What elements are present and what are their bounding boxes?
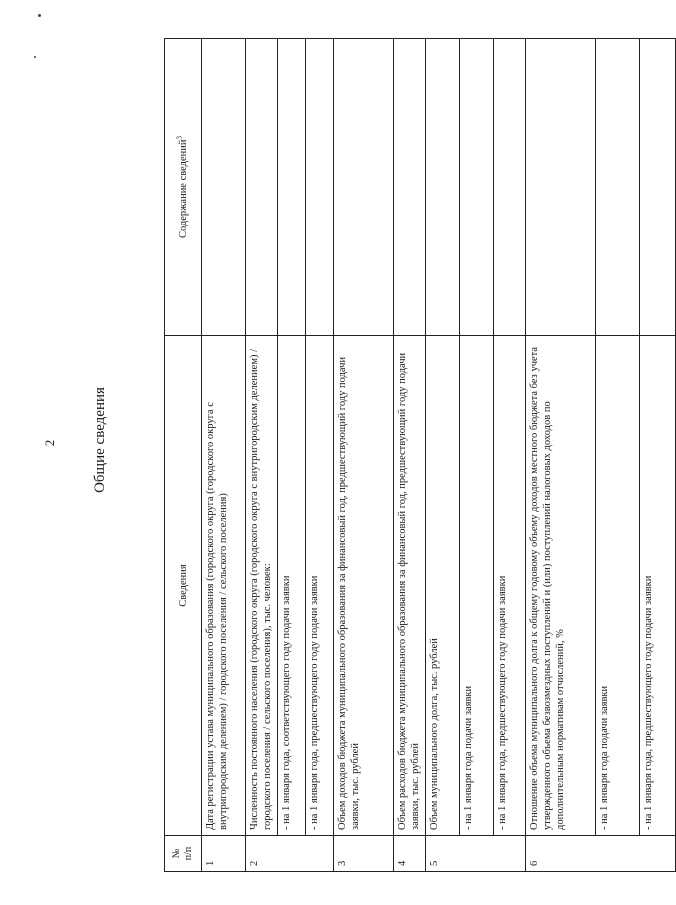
header-number (165, 836, 202, 872)
table-row (526, 39, 596, 872)
table-row (202, 39, 246, 872)
row-sub-info: - на 1 января года, предшествующего году подачи заявки (494, 336, 526, 836)
row-info: Объем расходов бюджета муниципального образования за финансовый год, предшествующий году подачи заявки, тыс. рублей (394, 336, 426, 836)
row-value-cell (246, 39, 278, 336)
page-title: Общие сведения (92, 387, 108, 493)
row-value-cell (278, 39, 306, 336)
table-subrow (640, 39, 676, 872)
row-value-cell (394, 39, 426, 336)
header-number-abbr: п/п (183, 846, 194, 861)
table-subrow (460, 39, 494, 872)
row-sub-info: - на 1 января года подачи заявки (596, 336, 640, 836)
header-content (165, 39, 202, 336)
header-info: Сведения (165, 336, 202, 836)
table-subrow (494, 39, 526, 872)
row-number: 1 (202, 836, 246, 872)
row-value-cell (334, 39, 394, 336)
table-subrow (278, 39, 306, 872)
row-info: Численность постоянного населения (городского округа (городского округа с внутригородским делением) / городского поселения / сельского поселения), тыс. человек: (246, 336, 278, 836)
row-sub-info: - на 1 января года подачи заявки (460, 336, 494, 836)
row-value-cell (460, 39, 494, 336)
row-value-cell (596, 39, 640, 336)
row-sub-info: - на 1 января года, предшествующего году подачи заявки (640, 336, 676, 836)
header-number-symbol: № (171, 848, 182, 859)
row-number: 4 (394, 836, 426, 872)
row-value-cell (202, 39, 246, 336)
table-row (334, 39, 394, 872)
row-number: 5 (426, 836, 526, 872)
row-number: 6 (526, 836, 676, 872)
row-value-cell (306, 39, 334, 336)
table-header-row (165, 39, 202, 872)
page-number: 2 (42, 439, 57, 447)
row-number: 2 (246, 836, 334, 872)
row-info: Объем доходов бюджета муниципального образования за финансовый год, предшествующий году подачи заявки, тыс. рублей (334, 336, 394, 836)
table-subrow (596, 39, 640, 872)
table-row (246, 39, 278, 872)
row-sub-info: - на 1 января года, соответствующего году подачи заявки (278, 336, 306, 836)
row-number: 3 (334, 836, 394, 872)
table-subrow (306, 39, 334, 872)
row-sub-info: - на 1 января года, предшествующего году подачи заявки (306, 336, 334, 836)
row-value-cell (526, 39, 596, 336)
header-footnote-mark: 3 (175, 135, 183, 140)
row-info: Дата регистрации устава муниципального образования (городского округа (городского округа с внутригородским делением) / городского поселения / сельского поселения) (202, 336, 246, 836)
row-value-cell (426, 39, 460, 336)
row-value-cell (640, 39, 676, 336)
general-info-table (164, 38, 676, 872)
header-content-label: Содержание сведений (177, 139, 189, 239)
row-value-cell (494, 39, 526, 336)
table-row (394, 39, 426, 872)
row-info: Объем муниципального долга, тыс. рублей (426, 336, 460, 836)
row-info: Отношение объема муниципального долга к общему годовому объему доходов местного бюджета без учета утвержденного объема безвозмездных поступлений и (или) поступлений налоговых доходов по дополнительным нормативам отчислений, % (526, 336, 596, 836)
table-row (426, 39, 460, 872)
